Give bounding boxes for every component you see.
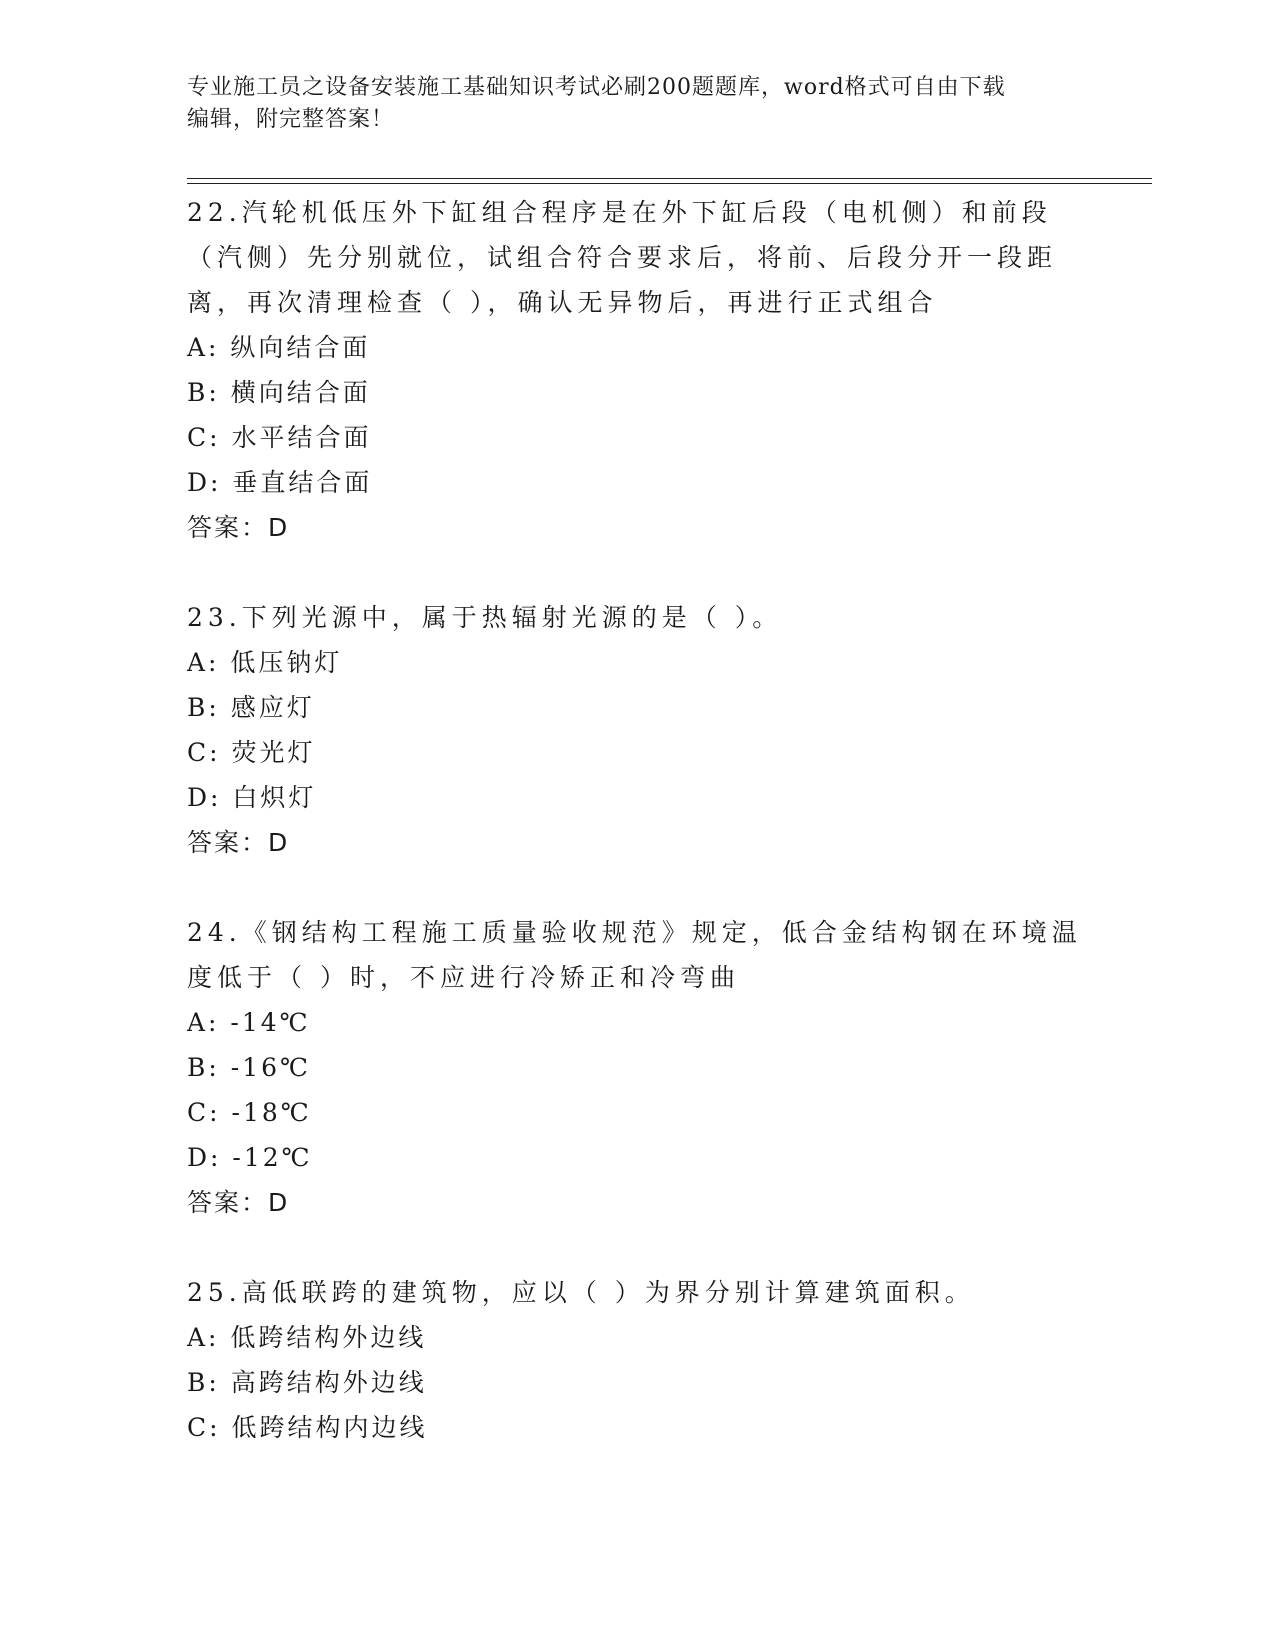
option-b: B: 横向结合面 [187,378,371,407]
header-title-line-2: 编辑，附完整答案！ [187,107,395,132]
question-24 [187,910,1087,1225]
answer-label: 答案：D [187,1188,290,1217]
option-c: C: 低跨结构内边线 [187,1413,428,1442]
answer-label: 答案：D [187,513,290,542]
option-a: A: 低跨结构外边线 [187,1323,427,1352]
option-d: D: -12℃ [187,1143,313,1172]
option-d: D: 垂直结合面 [187,468,373,497]
option-c: C: 荧光灯 [187,738,316,767]
header-title-line-1: 专业施工员之设备安装施工基础知识考试必刷200题题库，word格式可自由下载 [187,75,1006,100]
header-divider-top [187,178,1152,179]
option-a: A: 纵向结合面 [187,333,371,362]
option-b: B: -16℃ [187,1053,311,1082]
question-22 [187,190,1087,550]
question-23 [187,595,1087,865]
question-text: 24.《钢结构工程施工质量验收规范》规定，低合金结构钢在环境温度低于（ ）时，不应进行冷矫正和冷弯曲 [187,918,1082,992]
option-c: C: -18℃ [187,1098,312,1127]
question-text: 25.高低联跨的建筑物，应以（ ）为界分别计算建筑面积。 [187,1278,975,1307]
option-a: A: -14℃ [187,1008,311,1037]
document-header [187,72,1087,136]
option-d: D: 白炽灯 [187,783,317,812]
option-b: B: 高跨结构外边线 [187,1368,427,1397]
question-25 [187,1270,1087,1450]
question-list [187,190,1087,1495]
option-c: C: 水平结合面 [187,423,372,452]
option-a: A: 低压钠灯 [187,648,343,677]
option-b: B: 感应灯 [187,693,315,722]
answer-label: 答案：D [187,828,290,857]
header-divider-bottom [187,183,1152,184]
question-text: 23.下列光源中，属于热辐射光源的是（ ）。 [187,603,783,632]
question-text: 22.汽轮机低压外下缸组合程序是在外下缸后段（电机侧）和前段（汽侧）先分别就位，试组合符合要求后，将前、后段分开一段距离，再次清理检查（ ），确认无异物后，再进行正式组合 [187,198,1058,317]
